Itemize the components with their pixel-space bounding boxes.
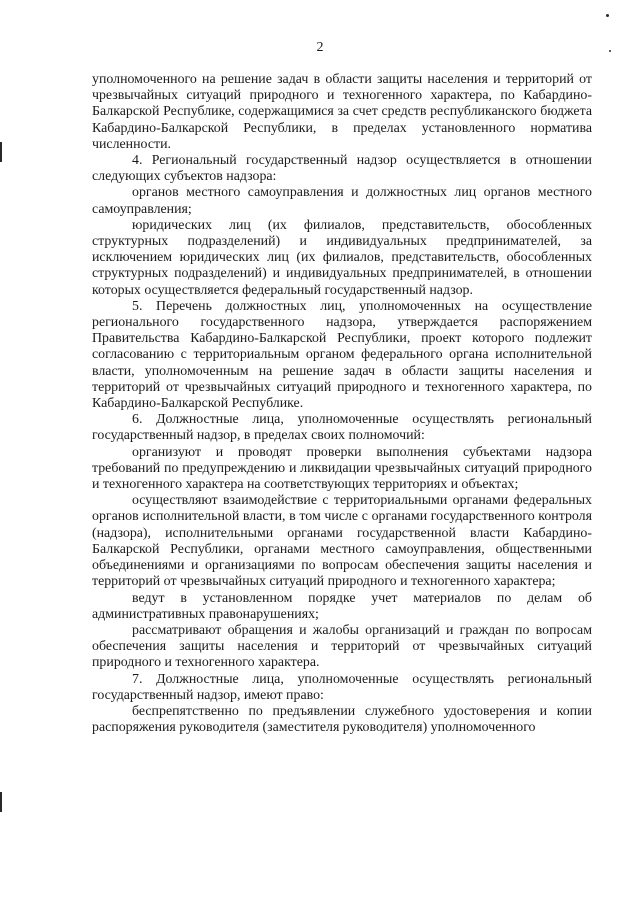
scan-speck xyxy=(606,14,609,17)
page-number: 2 xyxy=(316,40,324,55)
paragraph: ведут в установленном порядке учет материалов по делам об административных правонарушениях; xyxy=(92,590,592,622)
scan-edge-mark xyxy=(0,792,2,812)
paragraph: 6. Должностные лица, уполномоченные осуществлять региональный государственный надзор, в пределах своих полномочий: xyxy=(92,412,592,444)
paragraph: 4. Региональный государственный надзор осуществляется в отношении следующих субъектов надзора: xyxy=(92,153,592,185)
paragraph: осуществляют взаимодействие с территориальными органами федеральных органов исполнительной власти, в том числе с органами государственного контроля (надзора), исполнительными органами государственной власти Кабардино-Балкарской Республики, органами местного самоуправления, общественными объединениями и организациями по вопросам обеспечения защиты населения и территорий от чрезвычайных ситуаций природного и техногенного характера; xyxy=(92,493,592,590)
paragraph: 5. Перечень должностных лиц, уполномоченных на осуществление регионального государственного надзора, утверждается распоряжением Правительства Кабардино-Балкарской Республики, проект которого подлежит согласованию с территориальным органом федерального органа исполнительной власти, уполномоченным на решение задач в области защиты населения и территорий от чрезвычайных ситуаций природного и техногенного характера, по Кабардино-Балкарской Республике. xyxy=(92,298,592,412)
document-body xyxy=(92,72,592,736)
scan-speck xyxy=(609,50,611,52)
paragraph: организуют и проводят проверки выполнения субъектами надзора требований по предупреждению и ликвидации чрезвычайных ситуаций природного и техногенного характера на соответствующих территориях и объектах; xyxy=(92,444,592,493)
paragraph: 7. Должностные лица, уполномоченные осуществлять региональный государственный надзор, имеют право: xyxy=(92,671,592,703)
scan-edge-mark xyxy=(0,142,2,162)
paragraph: органов местного самоуправления и должностных лиц органов местного самоуправления; xyxy=(92,185,592,217)
paragraph: юридических лиц (их филиалов, представительств, обособленных структурных подразделений) и индивидуальных предпринимателей, за исключением юридических лиц (их филиалов, представительств, обособленных структурных подразделений) и индивидуальных предпринимателей, в отношении которых осуществляется федеральный государственный надзор. xyxy=(92,217,592,298)
paragraph: рассматривают обращения и жалобы организаций и граждан по вопросам обеспечения защиты населения и территорий от чрезвычайных ситуаций природного и техногенного характера. xyxy=(92,622,592,671)
paragraph: беспрепятственно по предъявлении служебного удостоверения и копии распоряжения руководителя (заместителя руководителя) уполномоченного xyxy=(92,703,592,736)
paragraph: уполномоченного на решение задач в области защиты населения и территорий от чрезвычайных ситуаций природного и техногенного характера, по Кабардино-Балкарской Республике, содержащимися за счет средств республиканского бюджета Кабардино-Балкарской Республики, в пределах установленного норматива численности. xyxy=(92,72,592,152)
